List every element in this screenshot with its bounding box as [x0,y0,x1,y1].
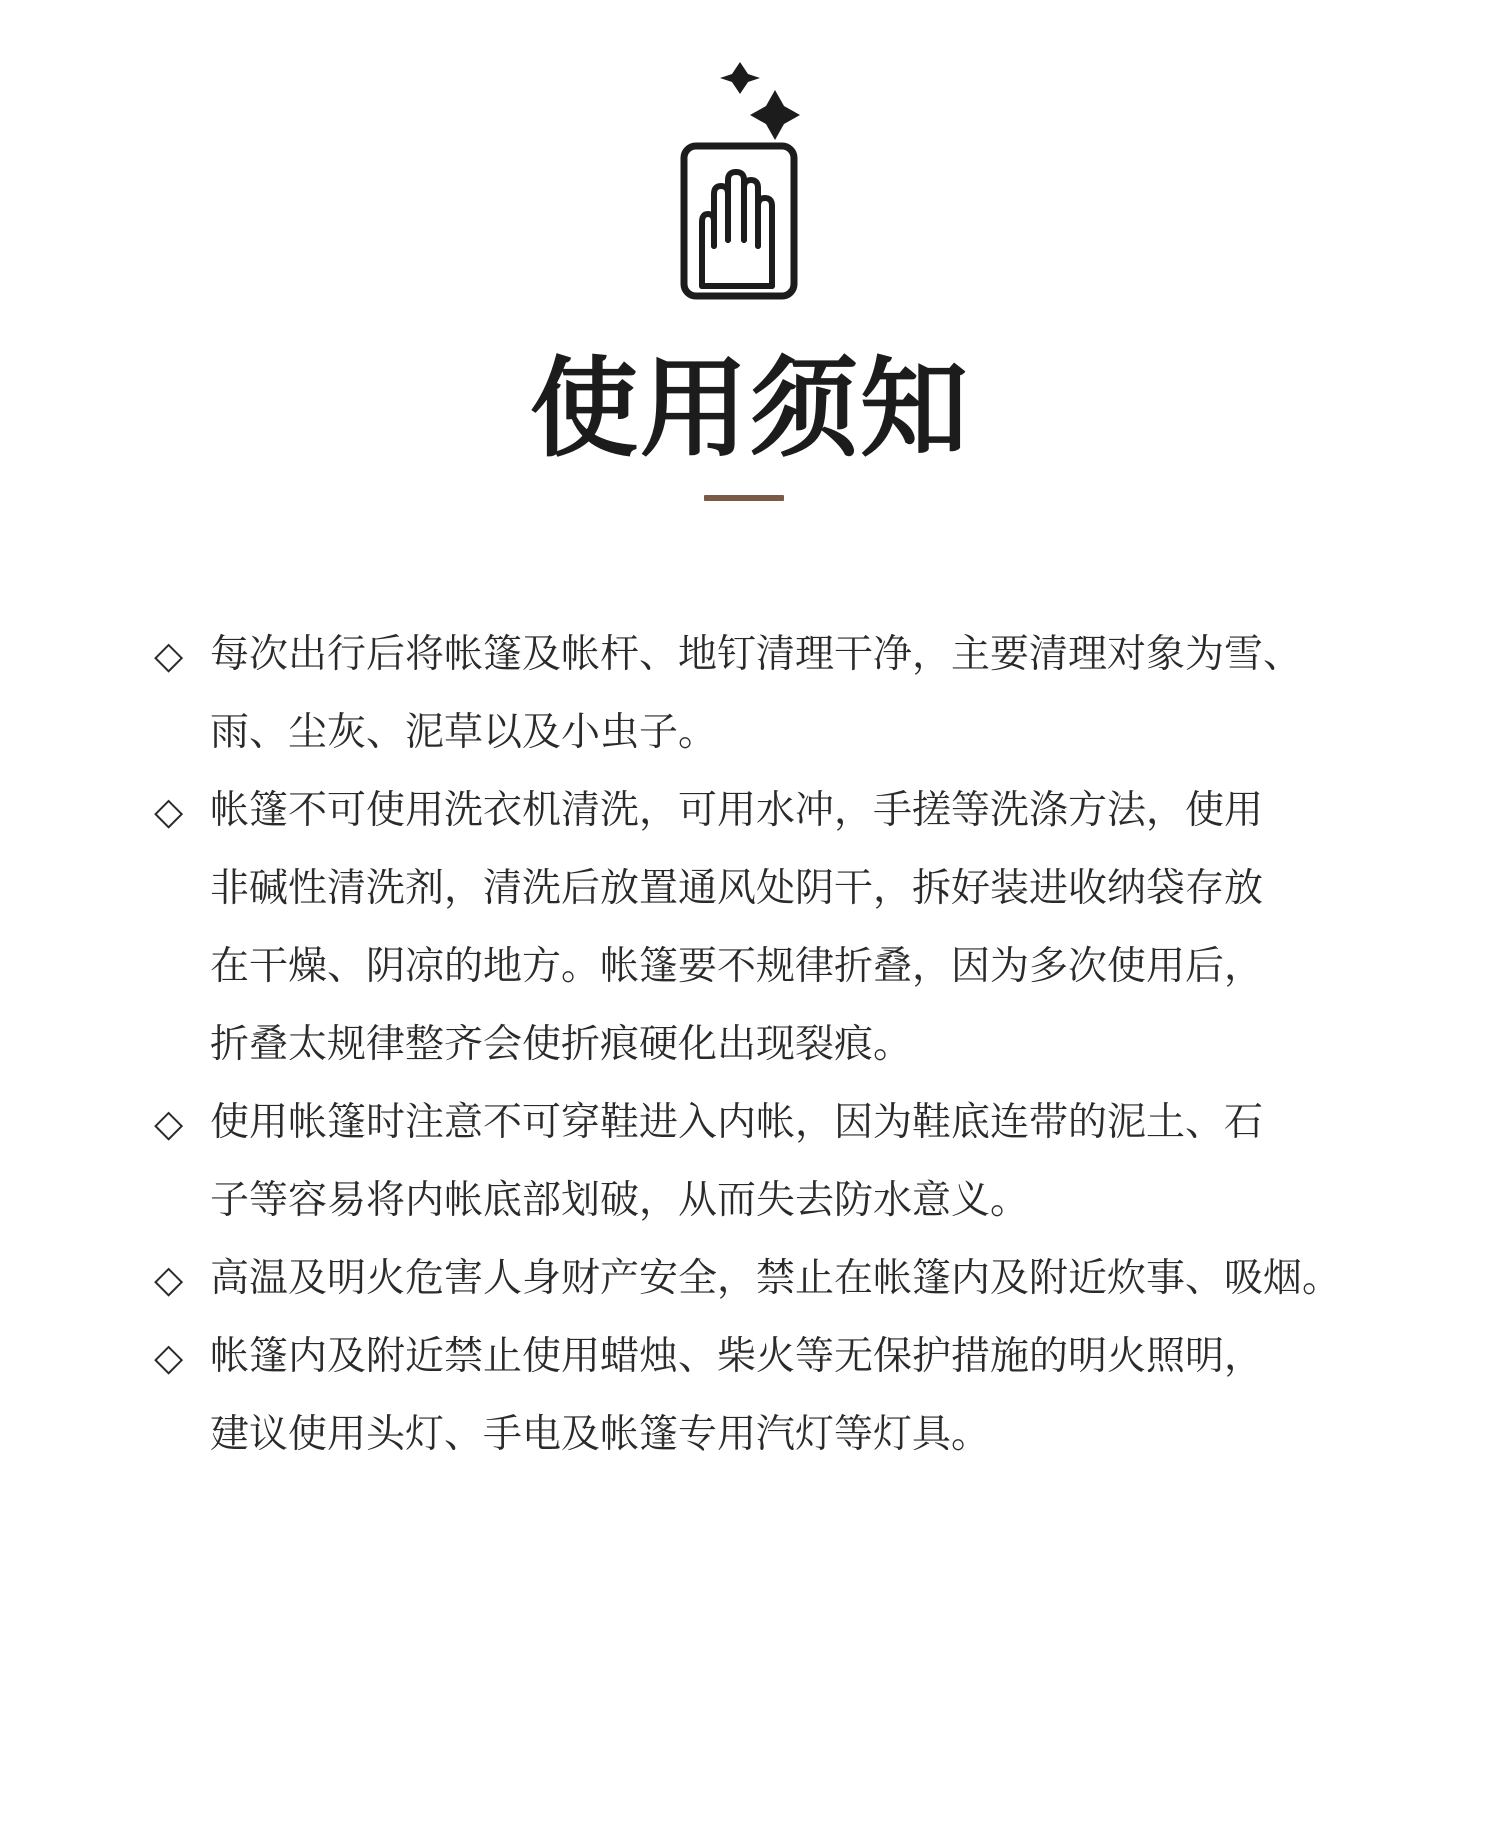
page-title: 使用须知 [529,347,970,472]
list-item [154,1240,1414,1318]
list-item [154,1318,1414,1474]
hand-icon [702,172,772,286]
small-sparkle-icon [720,62,760,94]
hand-sparkle-icon [660,50,820,310]
note-line: 建议使用头灯、手电及帐篷专用汽灯等灯具。 [210,1412,991,1457]
note-line: 非碱性清洗剂，清洗后放置通风处阴干，拆好装进收纳袋存放 [210,866,1264,911]
note-line: 帐篷内及附近禁止使用蜡烛、柴火等无保护措施的明火照明， [210,1334,1264,1379]
note-line: 在干燥、阴凉的地方。帐篷要不规律折叠，因为多次使用后， [210,944,1264,989]
list-item [154,772,1414,1084]
note-line: 使用帐篷时注意不可穿鞋进入内帐，因为鞋底连带的泥土、石 [210,1100,1264,1145]
title-divider [704,495,784,501]
note-line: 每次出行后将帐篷及帐杆、地钉清理干净，主要清理对象为雪、 [210,632,1303,677]
note-line: 雨、尘灰、泥草以及小虫子。 [210,710,718,755]
note-line: 高温及明火危害人身财产安全，禁止在帐篷内及附近炊事、吸烟。 [210,1256,1342,1301]
list-item [154,1084,1414,1240]
large-sparkle-icon [750,90,800,140]
diamond-bullet-icon: ◇ [154,1335,184,1379]
notes-list [154,616,1414,1474]
diamond-bullet-icon: ◇ [154,1257,184,1301]
note-line: 折叠太规律整齐会使折痕硬化出现裂痕。 [210,1022,913,1067]
note-line: 子等容易将内帐底部划破，从而失去防水意义。 [210,1178,1030,1223]
diamond-bullet-icon: ◇ [154,1101,184,1145]
diamond-bullet-icon: ◇ [154,789,184,833]
note-line: 帐篷不可使用洗衣机清洗，可用水冲，手搓等洗涤方法，使用 [210,788,1264,833]
list-item [154,616,1414,772]
hand-sparkle-svg [660,50,820,310]
diamond-bullet-icon: ◇ [154,633,184,677]
